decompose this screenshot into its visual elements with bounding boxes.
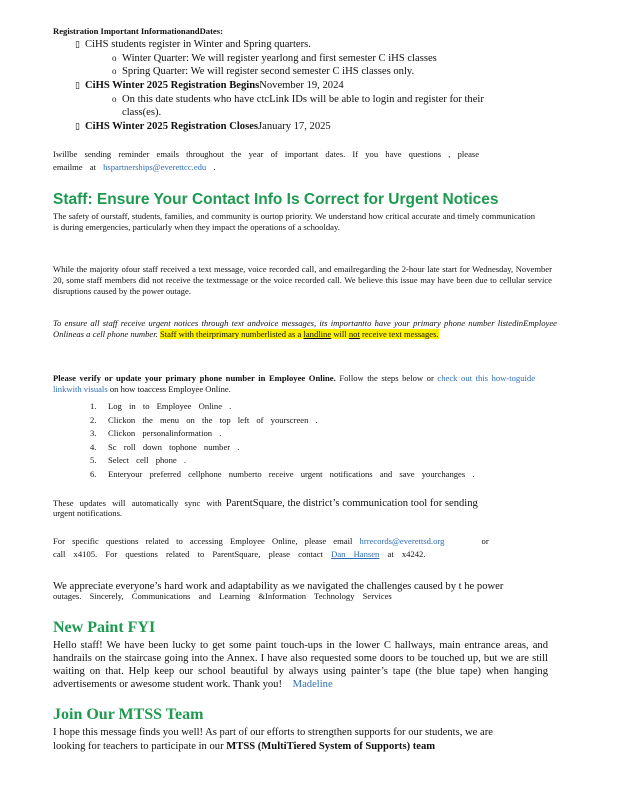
registration-heading: Registration Important InformationandDates: [53,26,223,36]
mtss-line-1: I hope this message finds you well! As part of our efforts to strengthen supports for our students, we are [53,727,493,738]
how-to-guide-link[interactable]: check out this how-toguide linkwith visuals [53,373,536,394]
highlighted-warning: Staff with theirprimary numberlisted as a landline will not receive text messages. [159,329,439,339]
hr-records-email-link[interactable]: hrrecords@everettsd.org [359,536,445,546]
bullet-icon: ▯ [75,39,80,49]
registration-sub-bullet-ctclink: o On this date students who have ctcLink IDs will be able to login and register for their [112,94,484,105]
step-item: 4. Sc roll down tophone number . [90,441,240,452]
registration-bullet-begins: ▯ CiHS Winter 2025 Registration BeginsNovember 19, 2024 [75,80,344,91]
step-item: 1. Log in to Employee Online . [90,401,232,411]
staff-paragraph-sync: These updates will automatically sync with ParentSquare, the district’s communication tool for sending [53,498,478,509]
mtss-line-2: looking for teachers to participate in our MTSS (MultiTiered System of Supports) team [53,741,436,752]
staff-paragraph-safety: The safety of ourstaff, students, families, and community is ourtop priority. We understand how critical accurate and timely communication is during emergencies, particularly when they impact the operations of a schoolday. [53,211,535,232]
paint-paragraph: Hello staff! We have been lucky to get some paint touch-ups in the lower C hallways, main entrance areas, and handrails on the staircase going into the Annex. I have also requested some doors to be touched up, but we are still waiting on that. Help keep our school beautiful by always using painter’s tape (the blue tape) when hanging advertisements or awesome student work. Thank you! Madeline [53,640,548,690]
reminder-line-2: emailme at hspartnerships@everettcc.edu . [53,162,216,172]
circle-bullet-icon: o [112,53,117,63]
step-item: 2. Clickon the menu on the top left of yourscreen . [90,414,318,425]
circle-bullet-icon: o [112,66,117,76]
registration-sub-bullet-ctclink-cont: class(es). [122,107,162,118]
staff-paragraph-appreciate: We appreciate everyone’s hard work and adaptability as we navigated the challenges caused by t he power [53,581,504,592]
staff-paragraph-majority: While the majority ofour staff received a text message, voice recorded call, and emailregarding the 2-hour late start for Wednesday, November 20, some staff members did not receive the textmessage or the voice recorded call. We believe this issue may have been due to cellular service disruptions caused by the power outage. [53,264,552,296]
reminder-line-1: Iwillbe sending reminder emails throughout the year of important dates. If you have questions , please [53,149,480,159]
staff-paragraph-verify: Please verify or update your primary phone number in Employee Online. Follow the steps below or check out this how-toguide linkwith visuals on how toaccess Employee Online. [53,373,536,394]
staff-paragraph-questions-1: For specific questions related to accessing Employee Online, please email hrrecords@everettsd.org or [53,536,489,546]
bullet-icon: ▯ [75,121,80,131]
registration-bullet-1: ▯ CiHS students register in Winter and Spring quarters. [75,39,311,50]
registration-sub-bullet-spring: o Spring Quarter: We will register second semester C iHS classes only. [112,66,415,77]
staff-signoff: outages. Sincerely, Communications and Learning &Information Technology Services [53,591,392,601]
mtss-heading: Join Our MTSS Team [53,706,204,723]
step-item: 5. Select cell phone . [90,455,186,466]
partnerships-email-link[interactable]: hspartnerships@everettcc.edu [103,162,207,172]
staff-paragraph-ensure: To ensure all staff receive urgent notices through text andvoice messages, its importantto have your primary phone number listedinEmployee Onlineas a cell phone number. Staff with theirprimary numberlisted as a landline will not receive text messages. [53,318,557,339]
paint-heading: New Paint FYI [53,619,156,636]
staff-contact-heading: Staff: Ensure Your Contact Info Is Correct for Urgent Notices [53,191,499,208]
step-item: 6. Enteryour preferred cellphone numberto receive urgent notifications and save yourchanges . [90,468,475,479]
employee-online-steps [90,400,475,482]
registration-bullet-closes: ▯ CiHS Winter 2025 Registration ClosesJanuary 17, 2025 [75,121,331,132]
registration-sub-bullet-winter: o Winter Quarter: We will register yearlong and first semester C iHS classes [112,53,437,64]
paint-signer: Madeline [292,679,333,690]
step-item: 3. Clickon personalinformation . [90,428,222,439]
circle-bullet-icon: o [112,94,117,104]
staff-paragraph-sync-cont: urgent notifications. [53,508,123,518]
dan-hansen-contact-link[interactable]: Dan Hansen [331,549,380,559]
staff-paragraph-questions-2: call x4105. For questions related to ParentSquare, please contact Dan Hansen at x4242. [53,549,426,559]
bullet-icon: ▯ [75,80,80,90]
